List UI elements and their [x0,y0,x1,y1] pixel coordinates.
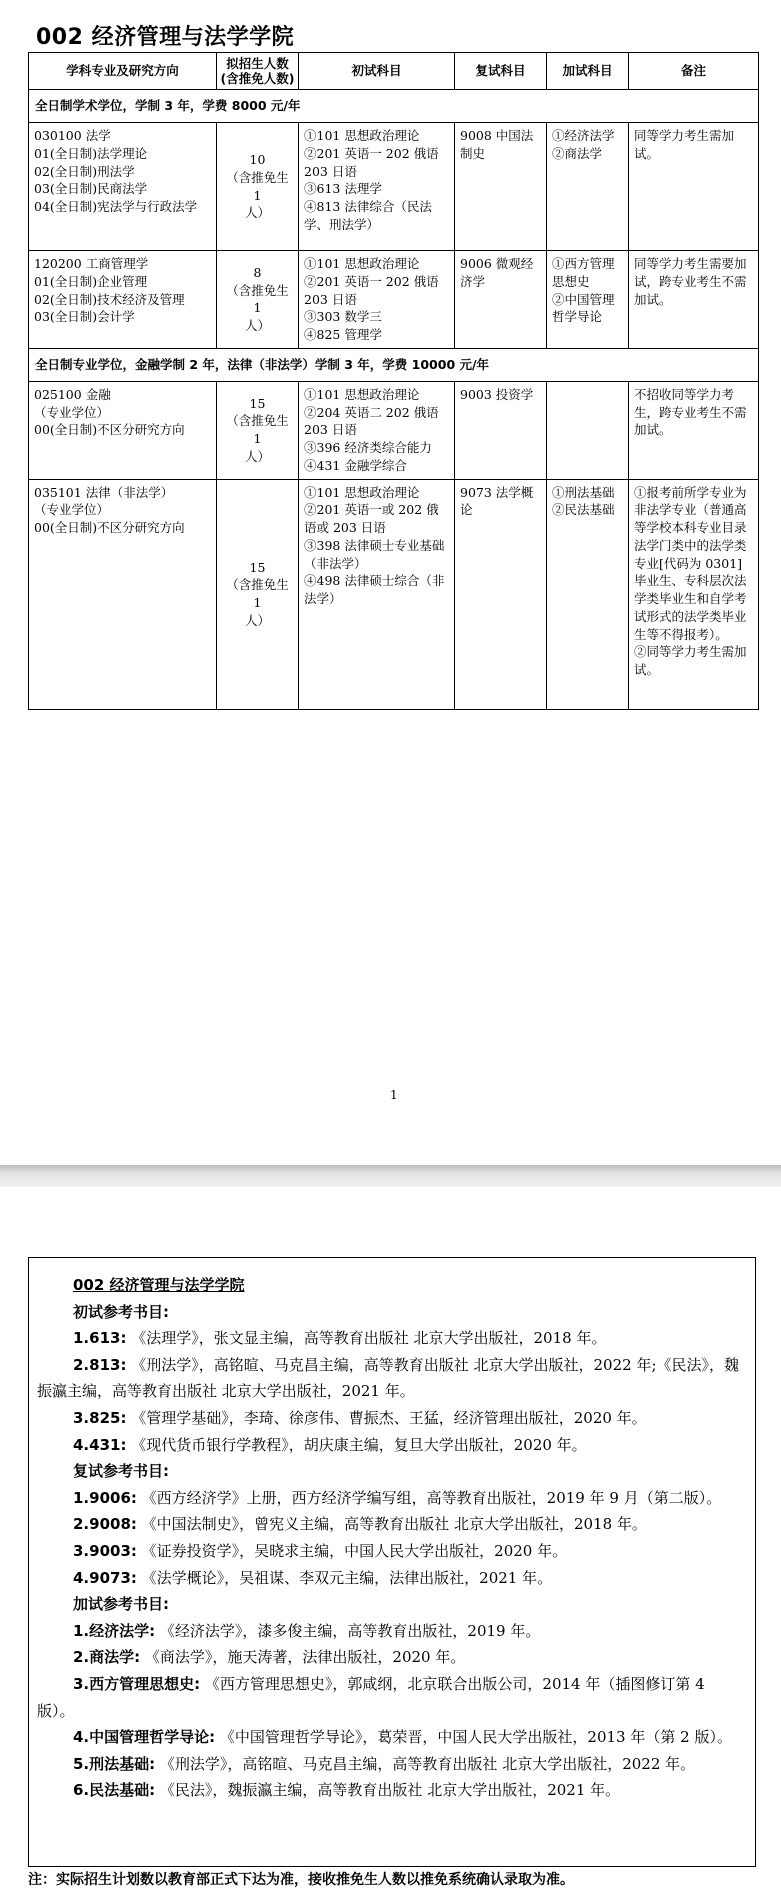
header-quota [217,53,299,90]
cell-quota [217,479,299,709]
reference-text: 《现代货币银行学教程》，胡庆康主编，复旦大学出版社，2020 年。 [131,1435,587,1454]
quota-line: （含推免生 1 [226,577,289,610]
reference-key: 4.9073: [73,1568,137,1587]
reference-text: 《管理学基础》，李琦、徐彦伟、曹振杰、王猛，经济管理出版社，2020 年。 [131,1408,647,1427]
reference-key: 5.刑法基础: [73,1754,156,1773]
retest-line: 9073 法学概论 [460,484,534,518]
page-2 [0,1187,781,1894]
reference-text: 《西方管理思想史》，郭咸纲，北京联合出版公司，2014 年（插图修订第 4 版）。 [37,1674,705,1720]
reference-title: 002 经济管理与法学学院 [73,1276,245,1294]
cell-retest [455,479,547,709]
quota-line: 15 [249,559,266,575]
exam-line: ②201 英语一 202 俄语 203 日语 [304,145,439,179]
cell-extra [547,381,629,479]
exam-line: ③303 数学三 [304,309,382,325]
quota-line: 人） [244,318,270,334]
reference-key: 6.民法基础: [73,1781,156,1800]
major-line: 03(全日制)会计学 [34,309,135,325]
reference-item [37,1538,745,1565]
reference-key: 3.9003: [73,1541,137,1560]
section-header-row [29,348,759,381]
exam-line: ④498 法律硕士综合（非法学） [304,573,445,606]
reference-item [37,1511,745,1538]
cell-exam [299,381,455,479]
major-line: 120200 工商管理学 [34,256,149,271]
exam-line: ④813 法律综合（民法学、刑法学） [304,199,432,232]
cell-extra [547,123,629,251]
major-line: 02(全日制)技术经济及管理 [34,291,185,307]
cell-extra [547,479,629,709]
major-line: 01(全日制)法学理论 [34,145,148,161]
extra-line: ①西方管理思想史 [552,256,615,289]
cell-major [29,251,217,349]
reference-key: 2.9008: [73,1515,137,1534]
reference-text: 《证券投资学》，吴晓求主编，中国人民大学出版社，2020 年。 [141,1541,568,1560]
section-title: 全日制学术学位，学制 3 年，学费 8000 元/年 [29,90,759,123]
cell-quota [217,251,299,349]
table-row [29,381,759,479]
reference-text: 《西方经济学》上册，西方经济学编写组，高等教育出版社，2019 年 9 月（第二版）。 [141,1488,722,1507]
cell-retest [455,381,547,479]
reference-group-heading: 加试参考书目: [73,1595,169,1614]
header-quota-text: 拟招生人数 (含推免人数) [220,56,295,86]
extra-line: ①刑法基础 [552,484,615,500]
remark-line: 同等学力考生需要加试，跨专业考生不需加试。 [634,256,747,307]
quota-line: （含推免生 1 [226,413,289,447]
major-line: 02(全日制)刑法学 [34,163,135,179]
header-major: 学科专业及研究方向 [29,53,217,90]
reference-item [37,1751,745,1778]
reference-item [37,1565,745,1592]
cell-retest [455,251,547,349]
table-header-row [29,53,759,90]
quota-line: 人） [244,448,270,464]
retest-line: 9006 微观经济学 [460,256,534,289]
quota-line: 15 [249,395,266,411]
cell-quota [217,381,299,479]
quota-line: 人） [244,612,270,628]
exam-line: ③396 经济类综合能力 [304,440,432,455]
extra-line: ②商法学 [552,145,603,161]
footnote: 注：实际招生计划数以教育部正式下达为准，接收推免生人数以推免系统确认录取为准。 [28,1872,574,1888]
reference-key: 3.825: [73,1408,127,1427]
retest-line: 9003 投资学 [460,386,534,402]
extra-line: ②民法基础 [552,502,615,518]
quota-line: 人） [244,205,270,221]
cell-remark [629,381,759,479]
header-remark: 备注 [629,53,759,90]
quota-line: （含推免生 1 [226,169,289,203]
reference-key: 4.431: [73,1435,127,1454]
cell-exam [299,251,455,349]
major-line: 03(全日制)民商法学 [34,181,148,197]
reference-key: 2.商法学: [73,1648,141,1667]
reference-key: 4.中国管理哲学导论: [73,1728,216,1747]
reference-item [37,1618,745,1645]
exam-line: ①101 思想政治理论 [304,484,420,500]
major-line: 035101 法律（非法学） [34,484,174,500]
quota-line: （含推免生 1 [226,282,289,316]
reference-key: 1.9006: [73,1488,137,1507]
cell-major [29,381,217,479]
cell-major [29,123,217,251]
page-number: 1 [390,1088,398,1102]
section-header-row [29,90,759,123]
exam-line: ①101 思想政治理论 [304,128,420,143]
exam-line: ②204 英语二 202 俄语 203 日语 [304,404,439,438]
cell-extra [547,251,629,349]
extra-line: ①经济法学 [552,128,615,143]
reference-text: 《法学概论》，吴祖谋、李双元主编，法律出版社，2021 年。 [141,1568,553,1587]
major-line: 030100 法学 [34,128,111,143]
header-exam: 初试科目 [299,53,455,90]
cell-exam [299,479,455,709]
remark-line: ①报考前所学专业为非法学专业（普通高等学校本科专业目录法学门类中的法学类专业[代码为 0301]毕业生、专科层次法学类毕业生和自学考试形式的法学类毕业生等不得报考）。 [634,484,747,642]
cell-major [29,479,217,709]
exam-line: ②201 英语一 202 俄语 203 日语 [304,273,439,307]
reference-item [37,1671,745,1724]
reference-key: 3.西方管理思想史: [73,1674,201,1693]
reference-books-box [28,1257,756,1867]
reference-item [37,1777,745,1804]
retest-line: 9008 中国法制史 [460,128,534,161]
exam-line: ③613 法理学 [304,181,382,197]
extra-line: ②中国管理哲学导论 [552,291,615,325]
section-title: 全日制专业学位，金融学制 2 年，法律（非法学）学制 3 年，学费 10000 元/年 [29,348,759,381]
reference-item [37,1644,745,1671]
admissions-table [28,52,759,710]
reference-text: 《法理学》，张文显主编，高等教育出版社 北京大学出版社，2018 年。 [131,1329,607,1348]
reference-item [37,1432,745,1459]
major-line: 00(全日制)不区分研究方向 [34,422,185,438]
reference-text: 《刑法学》，高铭暄、马克昌主编，高等教育出版社 北京大学出版社，2022 年。 [159,1754,696,1773]
major-line: 04(全日制)宪法学与行政法学 [34,199,198,214]
reference-text: 《经济法学》，漆多俊主编，高等教育出版社，2019 年。 [159,1621,541,1640]
reference-key: 1.经济法学: [73,1621,156,1640]
table-row [29,123,759,251]
reference-text: 《民法》，魏振瀛主编，高等教育出版社 北京大学出版社，2021 年。 [159,1781,621,1800]
reference-group-heading: 复试参考书目: [73,1462,169,1481]
table-row [29,251,759,349]
remark-line: 不招收同等学力考生，跨专业考生不需加试。 [634,386,747,438]
quota-line: 8 [253,264,262,280]
reference-text: 《中国法制史》，曾宪义主编，高等教育出版社 北京大学出版社，2018 年。 [141,1515,647,1534]
major-line: 01(全日制)企业管理 [34,273,148,289]
reference-key: 2.813: [73,1355,127,1374]
exam-line: ①101 思想政治理论 [304,386,420,402]
reference-item [37,1485,745,1512]
reference-text: 《刑法学》，高铭暄、马克昌主编，高等教育出版社 北京大学出版社，2022 年;《民法》，魏振瀛主编，高等教育出版社 北京大学出版社，2021 年。 [37,1355,740,1401]
cell-remark [629,479,759,709]
reference-text: 《商法学》，施天涛著，法律出版社，2020 年。 [144,1648,466,1667]
exam-line: ③398 法律硕士专业基础（非法学） [304,537,445,571]
reference-key: 1.613: [73,1329,127,1348]
cell-exam [299,123,455,251]
table-row [29,479,759,709]
cell-retest [455,123,547,251]
reference-group-heading: 初试参考书目: [73,1302,169,1321]
header-extra: 加试科目 [547,53,629,90]
remark-line: ②同等学力考生需加试。 [634,644,747,677]
reference-item [37,1325,745,1352]
school-title: 002 经济管理与法学学院 [36,25,295,50]
remark-line: 同等学力考生需加试。 [634,128,735,161]
exam-line: ④431 金融学综合 [304,457,407,473]
major-line: （专业学位） [34,502,110,518]
major-line: 00(全日制)不区分研究方向 [34,520,185,535]
exam-line: ②201 英语一或 202 俄语或 203 日语 [304,502,439,535]
cell-remark [629,251,759,349]
reference-item [37,1724,745,1751]
reference-item [37,1405,745,1432]
major-line: （专业学位） [34,404,110,420]
exam-line: ①101 思想政治理论 [304,256,420,271]
major-line: 025100 金融 [34,386,111,402]
reference-text: 《中国管理哲学导论》，葛荣晋，中国人民大学出版社，2013 年（第 2 版）。 [219,1728,732,1747]
cell-remark [629,123,759,251]
page-separator [0,1165,781,1187]
header-retest: 复试科目 [455,53,547,90]
quota-line: 10 [249,152,266,167]
cell-quota [217,123,299,251]
exam-line: ④825 管理学 [304,327,382,342]
reference-item [37,1352,745,1405]
